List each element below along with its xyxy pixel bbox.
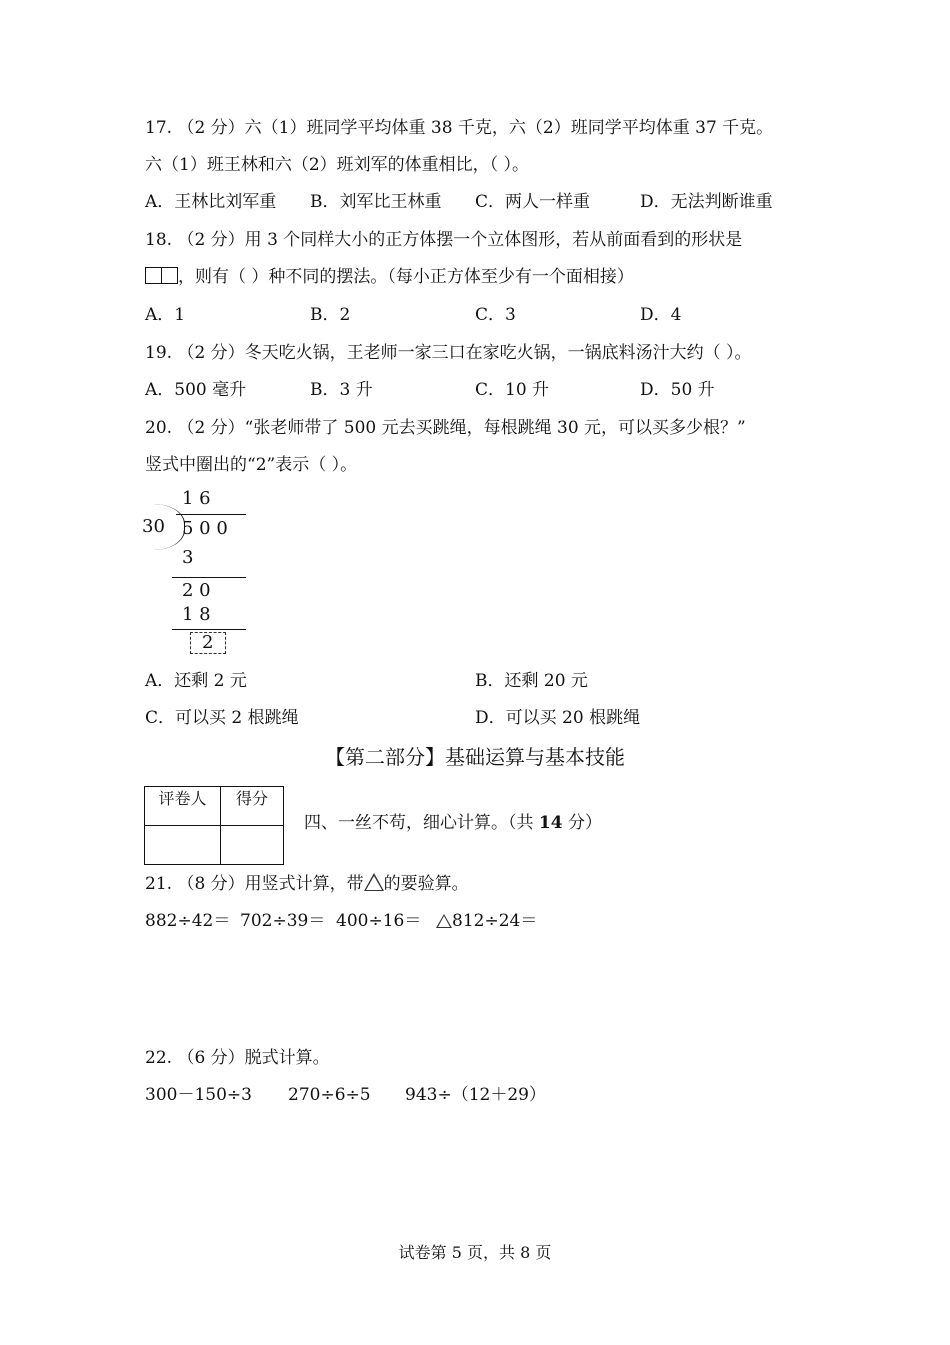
q17-option-b[interactable]: B．刘军比王林重 (310, 192, 442, 212)
q17-option-d[interactable]: D．无法判断谁重 (640, 192, 773, 212)
part4-heading-post: 分） (562, 813, 602, 833)
score-table (144, 786, 284, 865)
division-quotient: 1 6 (182, 488, 211, 509)
division-step2: 2 0 (182, 580, 211, 601)
q22-item-3: 943÷（12＋29） (405, 1085, 546, 1105)
q21-item-1: 882÷42＝ (145, 911, 231, 931)
q18-option-d[interactable]: D．4 (640, 305, 682, 325)
division-divisor: 30 (142, 516, 165, 537)
q17-option-a[interactable]: A．王林比刘军重 (145, 192, 277, 212)
division-step1: 3 (182, 547, 194, 568)
division-dividend: 5 0 0 (182, 518, 228, 539)
q20-stem-line1: 20. （2 分）“张老师带了 500 元去买跳绳，每根跳绳 30 元，可以买多少根？” (145, 418, 746, 438)
q18-option-b[interactable]: B．2 (310, 305, 351, 325)
q20-option-d[interactable]: D．可以买 20 根跳绳 (475, 708, 641, 728)
triangle-icon (364, 873, 384, 891)
part4-heading-pre: 四、一丝不苟，细心计算。（共 (304, 813, 539, 833)
q22-item-2: 270÷6÷5 (288, 1085, 371, 1105)
score-table-cell-score[interactable] (221, 826, 284, 865)
q17-stem-line1: 17. （2 分）六（1）班同学平均体重 38 千克，六（2）班同学平均体重 37 千克。 (145, 118, 774, 138)
triangle-icon (436, 914, 452, 928)
q18-stem-line2 (145, 265, 634, 289)
score-table-cell-grader[interactable] (145, 826, 221, 865)
q21-stem-post: 的要验算。 (383, 874, 469, 894)
q18-option-c[interactable]: C．3 (475, 305, 516, 325)
division-remainder: 2 (202, 632, 214, 653)
q19-option-a[interactable]: A．500 毫升 (145, 380, 247, 400)
q19-option-c[interactable]: C．10 升 (475, 380, 550, 400)
q18-stem-line1: 18. （2 分）用 3 个同样大小的正方体摆一个立体图形，若从前面看到的形状是 (145, 230, 743, 250)
section-title: 【第二部分】基础运算与基本技能 (325, 745, 625, 769)
q21-stem-line1 (145, 872, 469, 896)
division-line-2 (172, 629, 246, 630)
q18-option-a[interactable]: A．1 (145, 305, 186, 325)
score-table-header-score: 得分 (221, 787, 284, 826)
q20-option-c[interactable]: C．可以买 2 根跳绳 (145, 708, 299, 728)
division-bar (176, 514, 246, 515)
q20-option-a[interactable]: A．还剩 2 元 (145, 671, 247, 691)
q21-stem-pre: 21. （8 分）用竖式计算，带 (145, 874, 364, 894)
division-step3: 1 8 (182, 604, 211, 625)
page-footer: 试卷第 5 页，共 8 页 (398, 1243, 552, 1262)
q22-stem-line1: 22. （6 分）脱式计算。 (145, 1048, 330, 1068)
part4-heading-points: 14 (538, 813, 563, 833)
score-table-header-grader: 评卷人 (145, 787, 221, 826)
long-division-figure (140, 486, 260, 661)
q22-item-1: 300－150÷3 (145, 1085, 252, 1105)
q21-item-4 (436, 909, 537, 933)
q17-stem-line2: 六（1）班王林和六（2）班刘军的体重相比，（ ）。 (145, 155, 530, 175)
q19-stem-line1: 19. （2 分）冬天吃火锅，王老师一家三口在家吃火锅，一锅底料汤汁大约（ ）。 (145, 343, 752, 363)
division-line-1 (172, 577, 246, 578)
q17-option-c[interactable]: C．两人一样重 (475, 192, 591, 212)
q19-option-b[interactable]: B．3 升 (310, 380, 373, 400)
q21-item-3: 400÷16＝ (336, 911, 422, 931)
division-bracket (154, 504, 185, 550)
q21-item-4-text: 812÷24＝ (452, 911, 538, 931)
q20-stem-line2: 竖式中圈出的“2”表示（ ）。 (145, 455, 358, 475)
q20-option-b[interactable]: B．还剩 20 元 (475, 671, 588, 691)
two-squares-figure (145, 267, 178, 287)
q19-option-d[interactable]: D．50 升 (640, 380, 715, 400)
q18-stem-line2-text: ，则有（ ）种不同的摆法。（每小正方体至少有一个面相接） (178, 267, 634, 287)
part4-heading (304, 811, 602, 835)
q21-item-2: 702÷39＝ (240, 911, 326, 931)
